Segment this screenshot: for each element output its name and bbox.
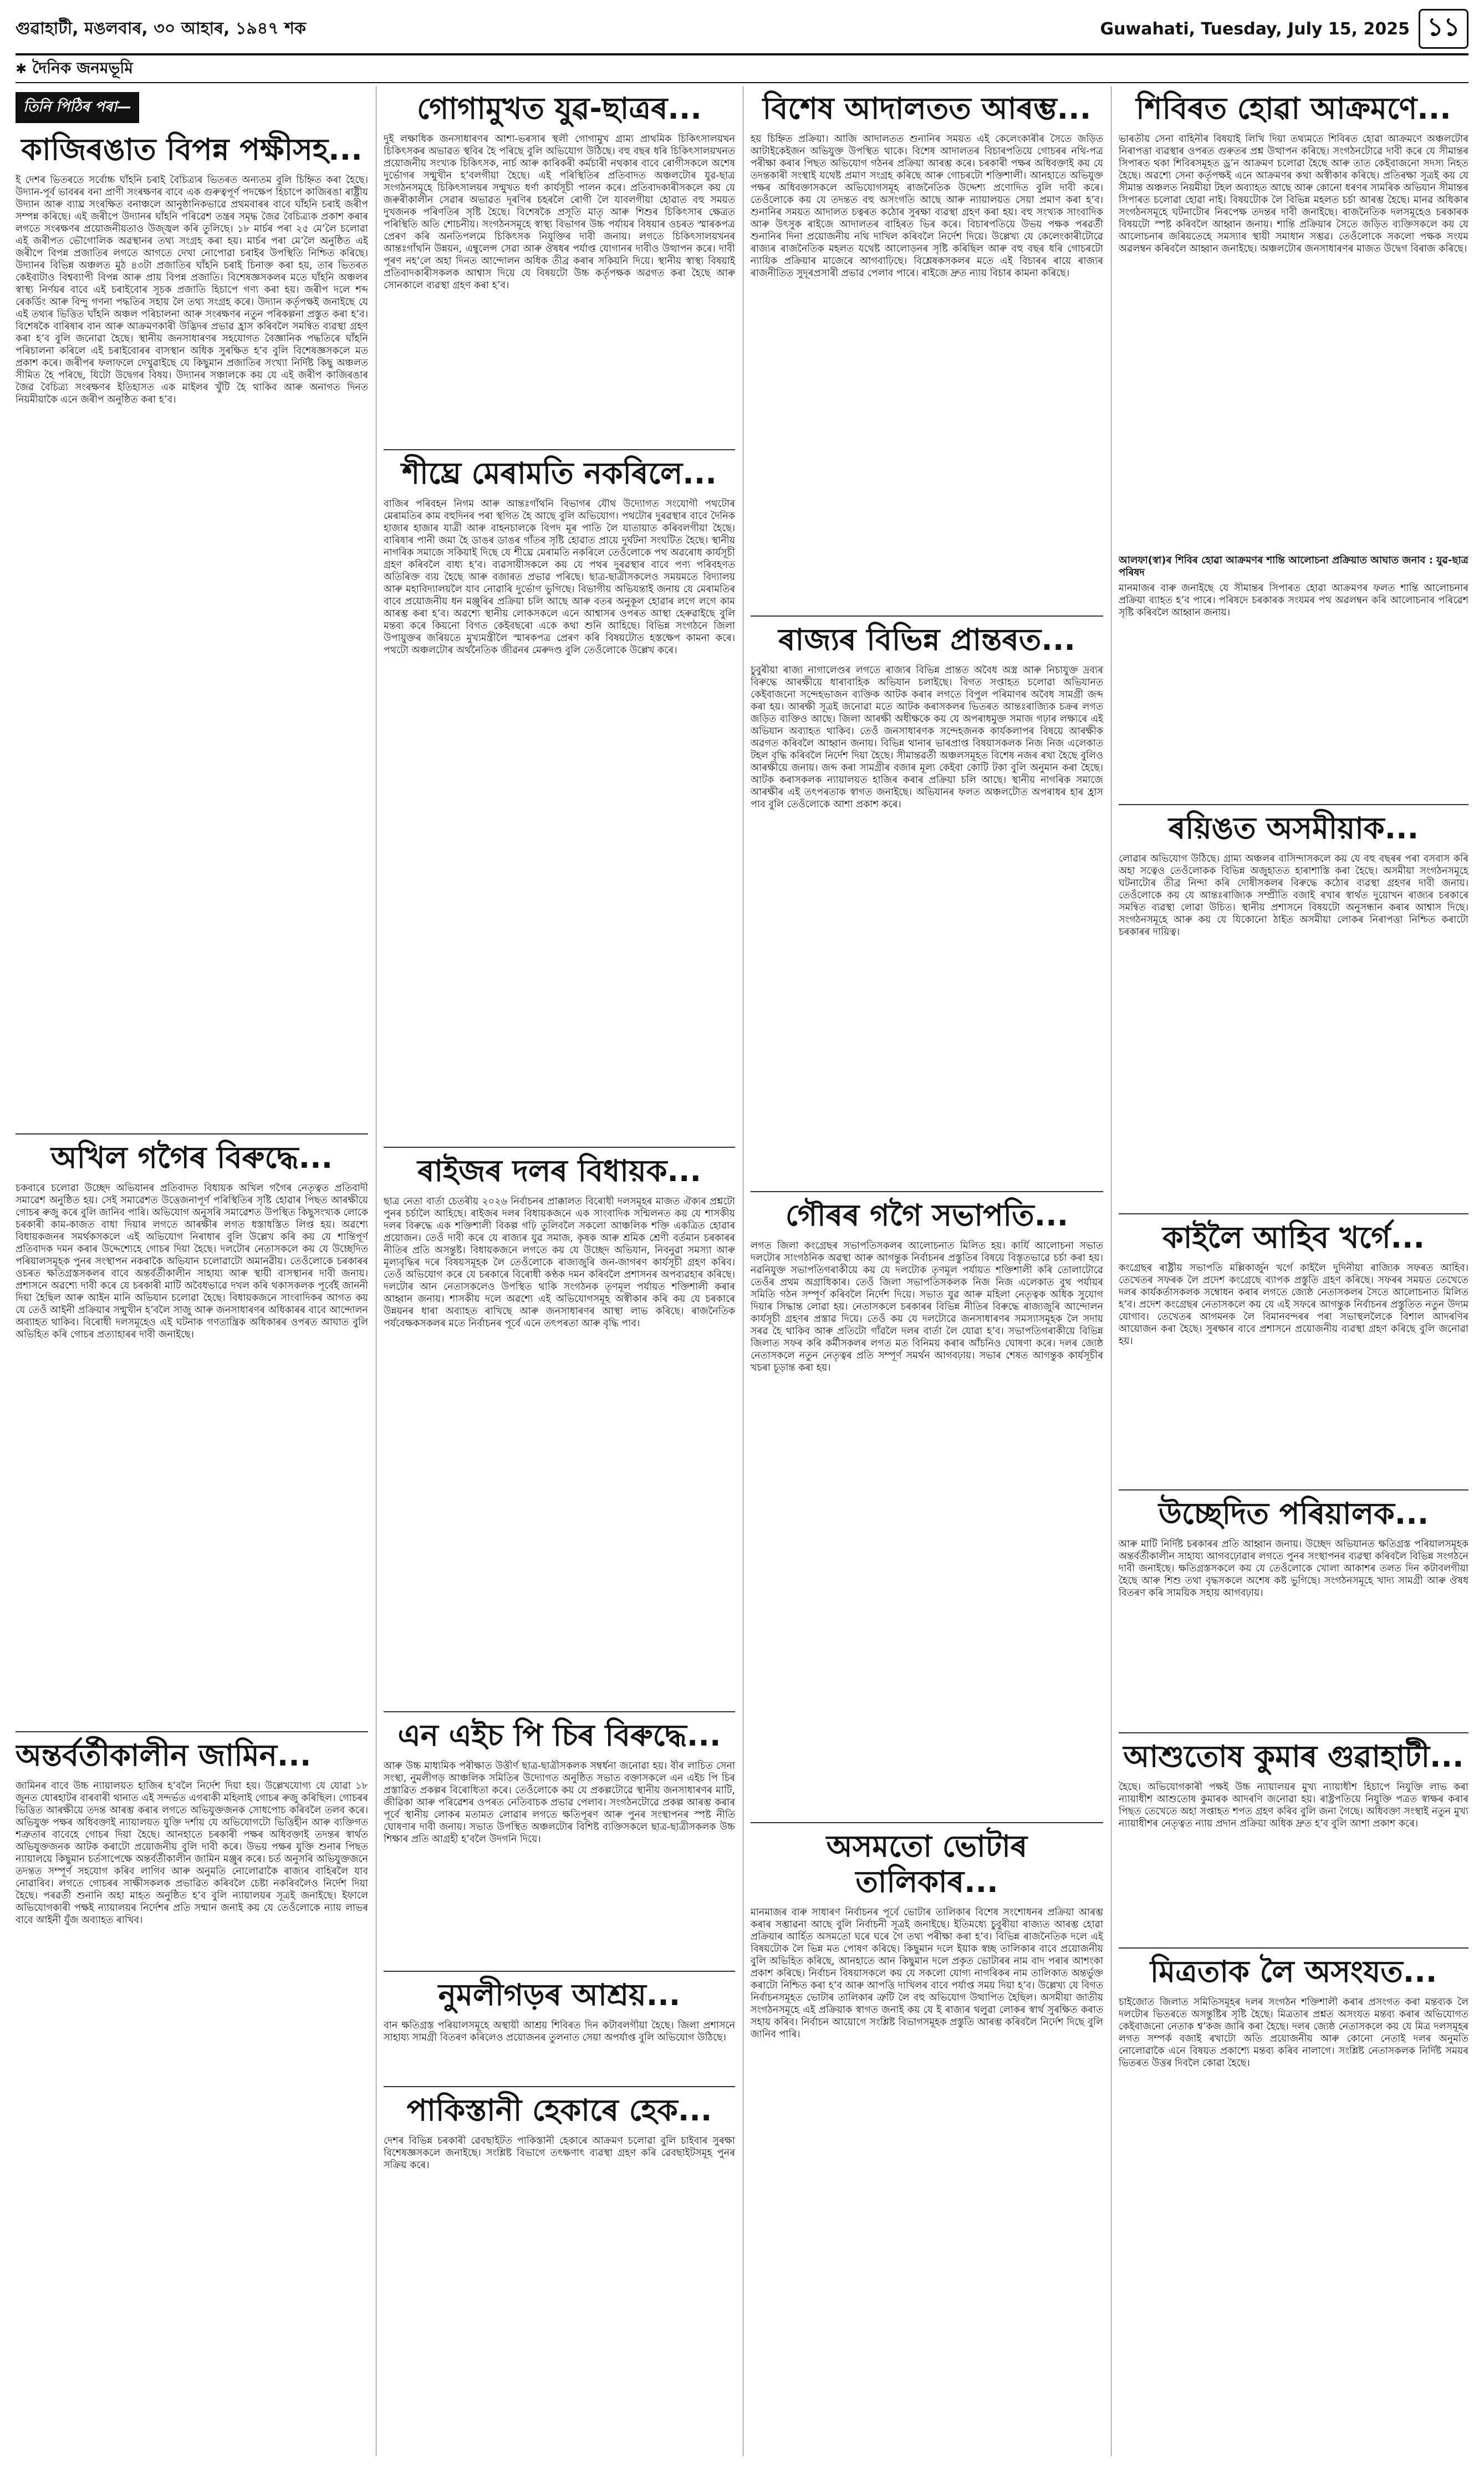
divider xyxy=(16,1731,368,1732)
article-ashutosh-kumar xyxy=(1119,1781,1468,1942)
article-body: লোৱাৰ অভিযোগ উঠিছে। গ্ৰাম্য অঞ্চলৰ বাসিন্দাসকলে কয় যে বহু বছৰৰ পৰা বসবাস কৰি অহা সত্বেও তেওঁলোকক বিভিন্ন অজুহাতত হাৰাশাস্তি কৰা হৈছে। অসমীয়া সংগঠনসমূহে ঘটনাটোৰ তীব্ৰ নিন্দা কৰি দোষীসকলৰ বিৰুদ্ধে কঠোৰ ব্যৱস্থা গ্ৰহণৰ দাবী জনায়। তেওঁলোকে কয় যে আন্তঃৰাজ্যিক সম্প্ৰীতি বজাই ৰখাৰ স্বাৰ্থত দুয়োখন ৰাজ্যৰ চৰকাৰে সমন্বিত ব্যৱস্থা লোৱা উচিত। স্থানীয় প্ৰশাসনে বিষয়টো অনুসন্ধান কৰাৰ আশ্বাস দিছে। সংগঠনসমূহে আৰু কয় যে যিকোনো ঠাইত অসমীয়া লোকৰ নিৰাপত্তা নিশ্চিত কৰাটো চৰকাৰৰ দায়িত্ব। xyxy=(1119,853,1468,938)
divider xyxy=(1119,1947,1468,1949)
headline-state-regions: ৰাজ্যৰ বিভিন্ন প্ৰান্তৰত... xyxy=(778,622,1075,657)
article-body: হৈছে। অভিযোগকাৰী পক্ষই উচ্চ ন্যায়ালয়ৰ মুখ্য ন্যায়াধীশ হিচাপে নিযুক্তি লাভ কৰা ন্যায়াধীশ আশুতোষ কুমাৰক আদৰণি জনোৱা হয়। ৰাষ্ট্ৰপতিয়ে নিযুক্তি পত্ৰত স্বাক্ষৰ কৰাৰ পিছত তেখেতে অহা সপ্তাহত শপত গ্ৰহণ কৰিব বুলি জনা গৈছে। অধিবক্তা সংস্থাই নতুন মুখ্য ন্যায়াধীশৰ নেতৃত্বত ন্যায় প্ৰদান প্ৰক্ৰিয়া অধিক দ্ৰুত হ’ব বুলি আশা প্ৰকাশ কৰে। xyxy=(1119,1782,1468,1829)
article-evicted-families xyxy=(1119,1538,1468,1727)
article-interim-bail xyxy=(16,1780,368,2423)
english-dateline: Guwahati, Tuesday, July 15, 2025 xyxy=(1100,19,1410,39)
article-body: চুবুৰীয়া ৰাজ্য নাগালেণ্ডৰ লগতে ৰাজ্যৰ বিভিন্ন প্ৰান্তত অবৈধ অস্ত্ৰ আৰু নিচাযুক্ত দ্ৰব্যৰ বিৰুদ্ধে আৰক্ষীয়ে ধাৰাবাহিক অভিযান চলাইছে। বিগত সপ্তাহত চলোৱা অভিযানত কেইবাজনো সন্দেহভাজন ব্যক্তিক আটক কৰাৰ লগতে বিপুল পৰিমাণৰ অবৈধ সামগ্ৰী জব্দ কৰা হয়। আৰক্ষী সূত্ৰই জনোৱা মতে আটক কৰাসকলৰ ভিতৰত আন্তঃৰাজ্যিক চক্ৰৰ লগত জড়িত ব্যক্তিও আছে। জিলা আৰক্ষী অধীক্ষকে কয় যে অপৰাধমুক্ত সমাজ গঢ়াৰ লক্ষ্যৰে এই অভিযান অব্যাহত থাকিব। তেওঁ জনসাধাৰণক সন্দেহজনক কাৰ্যকলাপৰ বিষয়ে আৰক্ষীক অৱগত কৰিবলৈ আহ্বান জনায়। বিভিন্ন থানাৰ ভাৰপ্ৰাপ্ত বিষয়াসকলক নিজ নিজ এলেকাত টহল বৃদ্ধি কৰিবলৈ নিৰ্দেশ দিয়া হৈছে। সীমান্তৱৰ্তী অঞ্চলসমূহত বিশেষ নজৰ ৰখা হৈছে বুলিও আৰক্ষীয়ে জনায়। জব্দ কৰা সামগ্ৰীৰ বজাৰ মূল্য কেইবা কোটি টকা বুলি অনুমান কৰা হৈছে। আটক কৰাসকলক ন্যায়ালয়ত হাজিৰ কৰাৰ প্ৰক্ৰিয়া চলি আছে। স্থানীয় নাগৰিক সমাজে আৰক্ষীৰ এই তৎপৰতাক স্বাগত জনাইছে। অভিযানৰ ফলত অঞ্চলটোত অপৰাধৰ হাৰ হ্ৰাস পাব বুলি তেওঁলোকে আশা প্ৰকাশ কৰে। xyxy=(751,665,1103,810)
article-body: চাইজোত জিলাত সমিতিসমূহৰ দলৰ সংগঠন শক্তিশালী কৰাৰ প্ৰসংগত কৰা মন্তব্যক লৈ দলটোৰ ভিতৰতে অসন্তুষ্টিৰ সৃষ্টি হৈছে। মিত্ৰতাৰ প্ৰশ্নত অসংযত মন্তব্য কৰাৰ অভিযোগত কেইবাজনো নেতাক শ্ব’কজ জাৰি কৰা হৈছে। দলৰ জ্যেষ্ঠ নেতাসকলে কয় যে মিত্ৰ দলসমূহৰ লগত সম্পৰ্ক বজাই ৰখাটো অতি প্ৰয়োজনীয় আৰু কোনো নেতাই দলৰ অনুমতি নোলোৱাকৈ এনে বিষয়ত প্ৰকাশ্যে মন্তব্য কৰিব নালাগে। সংশ্লিষ্ট নেতাসকলক নিৰ্দিষ্ট সময়ৰ ভিতৰত উত্তৰ দিবলৈ কোৱা হৈছে। xyxy=(1119,1997,1468,2069)
article-body: বান ক্ষতিগ্ৰস্ত পৰিয়ালসমূহে অস্থায়ী আশ্ৰয় শিবিৰত দিন কটাবলগীয়া হৈছে। জিলা প্ৰশাসনে সাহায্য সামগ্ৰী বিতৰণ কৰিলেও প্ৰয়োজনৰ তুলনাত সেয়া অপৰ্যাপ্ত বুলি অভিযোগ উঠিছে। xyxy=(384,2020,735,2043)
article-gaurav-gogoi xyxy=(751,1240,1103,1817)
top-bar xyxy=(16,8,1468,50)
masthead-rule xyxy=(16,82,1468,83)
article-body: ই দেশৰ ভিতৰতে সৰ্বোচ্চ ঘাঁহনি চৰাই বৈচিত্ৰ্যৰ ভিতৰত অন্যতম বুলি চিহ্নিত কৰা হৈছে। উদ্যান-পূৰ্ব ভাবৰৰ বনা প্ৰাণী সংৰক্ষণৰ বাবে এক গুৰুত্বপূৰ্ণ পদক্ষেপ হিচাপে কাজিৰঙা ৰাষ্ট্ৰীয় উদ্যান আৰু ব্যাঘ্ৰ সংৰক্ষিত বনাঞ্চলে আনুষ্ঠানিকভাৱে প্ৰথমবাৰৰ বাবে ঘাঁহনি চৰাই জৰীপ সম্পন্ন কৰিছে। এই জৰীপে উদ্যানৰ ঘাঁহনি পৰিৱেশ তন্ত্ৰৰ সমৃদ্ধ জৈৱ বৈচিত্ৰ্যক প্ৰকাশ কৰাৰ লগতে সংৰক্ষণৰ প্ৰয়োজনীয়তাও উজ্জ্বল কৰি তুলিছে। ১৮ মাৰ্চৰ পৰা ২৫ মে’লৈ চলোৱা এই জৰীপত ভৌগোলিক অৱস্থানৰ তথ্য সংগ্ৰহ কৰা হয়। মাৰ্চৰ পৰা মে’লৈ অনুষ্ঠিত এই জৰীপে বিপন্ন প্ৰজাতিৰ লগতে আগতে দেখা নোপোৱা চৰাইৰ উপস্থিতি নিশ্চিত কৰিছে। উদ্যানৰ বিভিন্ন অঞ্চলত মুঠ ৪৩টা প্ৰজাতিৰ ঘাঁহনি চৰাই চিনাক্ত কৰা হয়, তাৰ ভিতৰত কেইবাটাও বিশ্বব্যাপী বিপন্ন আৰু প্ৰায় বিপন্ন প্ৰজাতি। বিশেষজ্ঞসকলৰ মতে ঘাঁহনি অঞ্চলৰ স্বাস্থ্য নিৰ্ণয়ৰ বাবে এই চৰাইবোৰ সূচক প্ৰজাতি হিচাপে গণ্য কৰা হয়। জৰীপ দলে শব্দ ৰেকৰ্ডিং আৰু বিন্দু গণনা পদ্ধতিৰ সহায় লৈ তথ্য সংগ্ৰহ কৰে। উদ্যান কৰ্তৃপক্ষই জনাইছে যে এই তথ্যৰ ভিত্তিত ঘাঁহনি অঞ্চল পৰিচালনা আৰু সংৰক্ষণৰ নতুন পৰিকল্পনা প্ৰস্তুত কৰা হ’ব। বিশেষকৈ বাৰিষাৰ বান আৰু আক্ৰমণকাৰী উদ্ভিদৰ প্ৰভাৱ হ্ৰাস কৰিবলৈ সমন্বিত ব্যৱস্থা গ্ৰহণ কৰা হ’ব বুলি জনোৱা হৈছে। স্থানীয় জনসাধাৰণৰ সহযোগত বৈজ্ঞানিক পদ্ধতিৰে ঘাঁহনি পৰিচালনা কৰিলে এই চৰাইবোৰৰ বাসস্থান অধিক সুৰক্ষিত হ’ব বুলি বিশেষজ্ঞসকলে মত প্ৰকাশ কৰে। জৰীপৰ ফলাফলে দেখুৱাইছে যে কিছুমান প্ৰজাতিৰ সংখ্যা নিৰ্দিষ্ট কিছু অঞ্চলত সীমিত হৈ পৰিছে, যিটো উদ্বেগৰ বিষয়। উদ্যানৰ সঞ্চালকে কয় যে এই জৰীপ কাজিৰঙাৰ জৈৱ বৈচিত্ৰ্য সংৰক্ষণৰ ইতিহাসত এক মাইলৰ খুঁটি হৈ থাকিব আৰু অনাগত দিনত নিয়মীয়াকৈ এনে জৰীপ অনুষ্ঠিত কৰা হ’ব। xyxy=(16,175,368,405)
headline-gaurav-gogoi: গৌৰৰ গগৈ সভাপতি... xyxy=(785,1198,1069,1233)
english-dateline-group xyxy=(1100,9,1469,49)
article-raijor-dal xyxy=(384,1196,735,1706)
divider xyxy=(384,1971,735,1972)
headline-nhpc: এন এইচ পি চিৰ বিৰুদ্ধে... xyxy=(397,1718,721,1753)
headline-interim-bail: অন্তৰ্বৰ্তীকালীন জামিন... xyxy=(16,1738,312,1773)
article-body: আৰু মাটি নিৰ্দিষ্ট চৰকাৰৰ প্ৰতি আহ্বান জনায়। উচ্ছেদ অভিযানত ক্ষতিগ্ৰস্ত পৰিয়ালসমূহক অন্তৰ্বৰ্তীকালীন সাহায্য আগবঢ়োৱাৰ লগতে পুনৰ সংস্থাপনৰ ব্যৱস্থা কৰিবলৈ বিভিন্ন সংগঠনে দাবী জনাইছে। ক্ষতিগ্ৰস্তসকলে কয় যে তেওঁলোকে খোলা আকাশৰ তলত দিন কটাবলগীয়া হৈছে আৰু শিশু তথা বৃদ্ধসকলে অশেষ কষ্ট ভুগিছে। সংগঠনসমূহে খাদ্য সামগ্ৰী আৰু ঔষধ বিতৰণ কৰি সাময়িক সহায় আগবঢ়ায়। xyxy=(1119,1539,1468,1599)
divider xyxy=(751,1822,1103,1823)
top-rule xyxy=(16,53,1468,55)
headline-numaligarh: নুমলীগড়ৰ আশ্ৰয়... xyxy=(438,1977,681,2012)
article-body: মানমাজৰ বাৰু জনাইছে যে সীমান্তৰ সিপাৰত হোৱা আক্ৰমণৰ ফলত শান্তি আলোচনাৰ প্ৰক্ৰিয়া ব্যাহত হ’ব পাৰে। পৰিষদে চৰকাৰক সংযমৰ পথ অৱলম্বন কৰি আলোচনাৰ পৰিৱেশ সৃষ্টি কৰিবলৈ আহ্বান জনায়। xyxy=(1119,583,1468,618)
article-repair xyxy=(384,498,735,1141)
headline-ashutosh-kumar: আশুতোষ কুমাৰ গুৱাহাটী... xyxy=(1123,1739,1464,1774)
page-number: ১১ xyxy=(1419,9,1468,49)
masthead xyxy=(16,58,370,80)
article-body: আৰু উচ্চ মাধ্যমিক পৰীক্ষাত উত্তীৰ্ণ ছাত্ৰ-ছাত্ৰীসকলক সম্বৰ্ধনা জনোৱা হয়। বীৰ লাচিত সেনা সংস্থা, নুমলীগড় আঞ্চলিক সমিতিৰ উদ্যোগত অনুষ্ঠিত সভাত বক্তাসকলে এন এইচ পি চিৰ প্ৰস্তাৱিত প্ৰকল্পৰ বিৰোধিতা কৰে। তেওঁলোকে কয় যে প্ৰকল্পটোৱে স্থানীয় জনসাধাৰণৰ মাটি, জীৱিকা আৰু পৰিৱেশৰ ওপৰত নেতিবাচক প্ৰভাৱ পেলাব। সংগঠনটোৱে প্ৰকল্প আৰম্ভ কৰাৰ পূৰ্বে স্থানীয় লোকৰ মতামত লোৱাৰ লগতে ক্ষতিপূৰণ আৰু পুনৰ সংস্থাপনৰ স্পষ্ট নীতি ঘোষণাৰ দাবী জনায়। সভাত উপস্থিত অঞ্চলটোৰ বিশিষ্ট ব্যক্তিসকলে ছাত্ৰ-ছাত্ৰীসকলক উচ্চ শিক্ষাৰ প্ৰতি আগ্ৰহী হ’বলৈ উদগনি দিয়ে। xyxy=(384,1761,735,1845)
star-icon: ✱ xyxy=(16,61,27,77)
article-body: লগত জিলা কংগ্ৰেছৰ সভাপতিসকলৰ আলোচনাত মিলিত হয়। কাৰ্যি আলোচনা সভাত দলটোৰ সাংগঠনিক অৱস্থা আৰু আগন্তুক নিৰ্বাচনৰ প্ৰস্তুতিৰ বিষয়ে বিস্তৃতভাৱে চৰ্চা কৰা হয়। নৱনিযুক্ত সভাপতিগৰাকীয়ে কয় যে দলটোক তৃণমূল পৰ্যায়ত শক্তিশালী কৰি তোলাটোৱে তেওঁৰ প্ৰথম অগ্ৰাধিকাৰ। তেওঁ জিলা সভাপতিসকলক নিজ নিজ এলেকাত বুথ পৰ্যায়ৰ সমিতি গঠন সম্পূৰ্ণ কৰিবলৈ নিৰ্দেশ দিয়ে। সভাত যুৱ আৰু মহিলা নেতৃত্বক অধিক সুযোগ দিয়াৰ সিদ্ধান্ত লোৱা হয়। নেতাসকলে চৰকাৰৰ বিভিন্ন নীতিৰ বিৰুদ্ধে ৰাজ্যজুৰি আন্দোলন কাৰ্যসূচী গ্ৰহণৰ প্ৰস্তাৱ দিয়ে। তেওঁ কয় যে দলটোৱে জনসাধাৰণৰ সমস্যাসমূহক লৈ সদায় সৰৱ হৈ থাকিব আৰু প্ৰতিটো গাঁৱলৈ দলৰ বাৰ্তা লৈ যোৱা হ’ব। সভাপতিগৰাকীয়ে বিভিন্ন জিলাত সফৰ কৰি কৰ্মীসকলৰ লগত মত বিনিময় কৰাৰ আঁচনিও ঘোষণা কৰে। দলৰ জ্যেষ্ঠ নেতাসকলে নতুন নেতৃত্বৰ প্ৰতি সম্পূৰ্ণ সমৰ্থন আগবঢ়ায়। সভাৰ শেষত আগন্তুক কাৰ্যসূচীৰ খচৰা চূড়ান্ত কৰা হয়। xyxy=(751,1240,1103,1374)
article-body: জামিনৰ বাবে উচ্চ ন্যায়ালয়ত হাজিৰ হ’বলৈ নিৰ্দেশ দিয়া হয়। উল্লেখযোগ্য যে যোৱা ১৮ জুনত যোৰহাটৰ বাৰবাৰী থানাত এই সন্দৰ্ভত এগৰাকী মহিলাই গোচৰ ৰুজু কৰিছিল। গোচৰৰ ভিত্তিত আৰক্ষীয়ে তদন্ত আৰম্ভ কৰাৰ লগতে অভিযুক্তজনক সোধপোচ কৰিবলৈ তলব কৰে। অভিযুক্ত পক্ষৰ অধিবক্তাই ন্যায়ালয়ত যুক্তি দৰ্শায় যে অভিযোগটো ভিত্তিহীন আৰু ব্যক্তিগত শত্ৰুতাৰ বাবেহে গোচৰ দিয়া হৈছে। আনহাতে চৰকাৰী পক্ষৰ অধিবক্তাই তদন্তৰ স্বাৰ্থত অভিযুক্তজনক আটক কৰাটো প্ৰয়োজনীয় বুলি দাবী কৰে। উভয় পক্ষৰ যুক্তি শুনাৰ পিছত ন্যায়ালয়ে কিছুমান চৰ্তসাপেক্ষে অন্তৰ্বৰ্তীকালীন জামিন মঞ্জুৰ কৰে। চৰ্ত অনুসৰি অভিযুক্তজনে তদন্তত সম্পূৰ্ণ সহযোগ কৰিব লাগিব আৰু অনুমতি নোলোৱাকৈ ৰাজ্যৰ বাহিৰলৈ যাব নোৱাৰিব। লগতে গোচৰৰ সাক্ষীসকলক প্ৰভাৱিত কৰিবলৈ চেষ্টা নকৰিবলৈও নিৰ্দেশ দিয়া হৈছে। পৰৱৰ্তী শুনানি অহা মাহত অনুষ্ঠিত হ’ব বুলি ন্যায়ালয়ৰ সূত্ৰই জনাইছে। ইফালে অভিযোগকাৰী পক্ষই ন্যায়ালয়ৰ নিৰ্দেশৰ প্ৰতি সন্মান জনাই কয় যে তেওঁলোকে ন্যায় লাভৰ বাবে আইনী যুঁজ অব্যাহত ৰাখিব। xyxy=(16,1781,368,1926)
headline-repair: শীঘ্ৰে মেৰামতি নকৰিলে... xyxy=(402,456,717,491)
divider xyxy=(384,1711,735,1712)
article-camp-attack xyxy=(1119,133,1468,555)
article-body: মানমাজৰ বাৰু সাধাৰণ নিৰ্বাচনৰ পূৰ্বে ভোটাৰ তালিকাৰ বিশেষ সংশোধনৰ প্ৰক্ৰিয়া আৰম্ভ কৰাৰ সম্ভাৱনা আছে বুলি নিৰ্বাচনী সূত্ৰই জনাইছে। ইতিমধ্যে চুবুৰীয়া ৰাজ্যত আৰম্ভ হোৱা প্ৰক্ৰিয়াৰ আৰ্হিত অসমতো ঘৰে ঘৰে গৈ তথ্য পৰীক্ষা কৰা হ’ব। বিভিন্ন ৰাজনৈতিক দলে এই বিষয়টোক লৈ ভিন্ন মত পোষণ কৰিছে। কিছুমান দলে ইয়াক স্বচ্ছ তালিকাৰ বাবে প্ৰয়োজনীয় বুলি অভিহিত কৰিছে, আনহাতে আন কিছুমান দলে প্ৰকৃত ভোটাৰৰ নাম বাদ পৰাৰ আশংকা প্ৰকাশ কৰিছে। নিৰ্বাচন বিষয়াসকলে কয় যে সকলো যোগ্য নাগৰিকৰ নাম তালিকাত অন্তৰ্ভুক্ত কৰাটো নিশ্চিত কৰা হ’ব আৰু আপত্তি দাখিলৰ বাবে পৰ্যাপ্ত সময় দিয়া হ’ব। উল্লেখ্য যে বিগত নিৰ্বাচনসমূহত ভোটাৰ তালিকাৰ ত্ৰুটি লৈ বহু অভিযোগ উত্থাপিত হৈছিল। অসমীয়া জাতীয় সংগঠনসমূহে এই প্ৰক্ৰিয়াক স্বাগত জনাই কয় যে ই ৰাজ্যৰ থলুৱা লোকৰ স্বাৰ্থ সুৰক্ষিত কৰাত সহায় কৰিব। নিৰ্বাচন আয়োগে সংশ্লিষ্ট বিভাগসমূহক প্ৰস্তুতি আৰম্ভ কৰিবলৈ নিৰ্দেশ দিছে বুলি জানিব পাৰি। xyxy=(751,1907,1103,2040)
divider xyxy=(384,1147,735,1148)
paper-name: দৈনিক জনমভূমি xyxy=(32,58,133,77)
article-akhil-gogoi xyxy=(16,1182,368,1726)
article-body: দেশৰ বিভিন্ন চৰকাৰী ৱেবছাইটত পাকিস্তানী হেকাৰে আক্ৰমণ চলোৱা বুলি চাইবাৰ সুৰক্ষা বিশেষজ্ঞসকলে জনাইছে। সংশ্লিষ্ট বিভাগে তৎক্ষণাৎ ব্যৱস্থা গ্ৰহণ কৰি ৱেবছাইটসমূহ পুনৰ সক্ৰিয় কৰে। xyxy=(384,2135,735,2171)
article-kaziranga xyxy=(16,174,368,1128)
headline-camp-attack: শিবিৰত হোৱা আক্ৰমণে... xyxy=(1136,91,1451,126)
divider xyxy=(751,1191,1103,1192)
divider xyxy=(1119,804,1468,805)
article-nhpc xyxy=(384,1760,735,1965)
continued-from-kicker: তিনি পিঠিৰ পৰা— xyxy=(16,92,139,123)
divider xyxy=(384,2086,735,2087)
divider xyxy=(1119,1489,1468,1491)
article-pakistani-hacker xyxy=(384,2135,735,2196)
headline-alliance: মিত্ৰতাক লৈ অসংযত... xyxy=(1150,1954,1437,1989)
divider xyxy=(1119,1732,1468,1733)
divider xyxy=(384,449,735,450)
divider xyxy=(16,1133,368,1135)
article-body: ভাৰতীয় সেনা বাহিনীৰ বিষয়াই লিখি দিয়া তথ্যমতে শিবিৰত হোৱা আক্ৰমণে অঞ্চলটোৰ নিৰাপত্তা ব্যৱস্থাৰ ওপৰত গুৰুতৰ প্ৰশ্ন উত্থাপন কৰিছে। সংগঠনটোৱে দাবী কৰে যে সীমান্তৰ সিপাৰত থকা শিবিৰসমূহত ড্ৰ’ন আক্ৰমণ চলোৱা হৈছে আৰু তাত কেইবাজনো সদস্য নিহত হৈছে। অৱশ্যে সেনা কৰ্তৃপক্ষই এনে আক্ৰমণৰ কথা অস্বীকাৰ কৰিছে। প্ৰতিৰক্ষা সূত্ৰই কয় যে সীমান্ত অঞ্চলত নিয়মীয়া টহল অব্যাহত আছে আৰু কোনো ধৰণৰ সামৰিক অভিযান সীমান্তৰ সিপাৰত চলোৱা হোৱা নাই। বিষয়টোক লৈ বিভিন্ন মহলত চৰ্চা আৰম্ভ হৈছে। মানৱ অধিকাৰ সংগঠনসমূহে ঘটনাটোৰ নিৰপেক্ষ তদন্তৰ দাবী জনাইছে। ৰাজনৈতিক দলসমূহেও চৰকাৰক বিষয়টো স্পষ্ট কৰিবলৈ আহ্বান জনায়। শান্তি প্ৰক্ৰিয়াৰ সৈতে জড়িত ব্যক্তিসকলে কয় যে আলোচনাৰ জৰিয়তেহে সমস্যাৰ স্থায়ী সমাধান সম্ভৱ। তেওঁলোকে সকলো পক্ষক সংযম অৱলম্বন কৰিবলৈ আহ্বান জনাইছে। অঞ্চলটোৰ জনসাধাৰণৰ মাজত উদ্বেগ বিৰাজ কৰিছে। xyxy=(1119,134,1468,255)
article-state-regions xyxy=(751,664,1103,1186)
headline-voter-list: অসমতো ভোটাৰ তালিকাৰ... xyxy=(826,1829,1028,1899)
headline-special-court: বিশেষ আদালতত আৰম্ভ... xyxy=(762,91,1092,126)
headline-akhil-gogoi: অখিল গগৈৰ বিৰুদ্ধে... xyxy=(50,1140,333,1175)
article-subheading: আলফা(স্বা)ৰ শিবিৰ হোৱা আক্ৰমণৰ শান্তি আলোচনা প্ৰক্ৰিয়াত আঘাত জনাব : যুৱ-ছাত্ৰ পৰিষদ xyxy=(1119,555,1468,578)
article-body: হয় চিহ্নিত প্ৰক্ৰিয়া। আজি আদালতত শুনানিৰ সময়ত এই কেলেংকাৰীৰ সৈতে জড়িত আটাইকেইজন অভিযুক্ত উপস্থিত থাকে। বিশেষ আদালতৰ বিচাৰপতিয়ে গোচৰৰ নথি-পত্ৰ পৰীক্ষা কৰাৰ পিছত অভিযোগ গঠনৰ প্ৰক্ৰিয়া আৰম্ভ কৰে। চৰকাৰী পক্ষৰ অধিবক্তাই কয় যে তদন্তকাৰী সংস্থাই যথেষ্ট প্ৰমাণ সংগ্ৰহ কৰিছে আৰু গোচৰটো শক্তিশালী। আনহাতে অভিযুক্ত পক্ষৰ অধিবক্তাসকলে অভিযোগসমূহ ৰাজনৈতিক উদ্দেশ্য প্ৰণোদিত বুলি দাবী কৰে। তেওঁলোকে কয় যে তদন্তত বহু অসংগতি আছে আৰু ন্যায়ালয়ত সেয়া প্ৰমাণ কৰা হ’ব। শুনানিৰ সময়ত আদালত চত্বৰত কঠোৰ সুৰক্ষা ব্যৱস্থা গ্ৰহণ কৰা হয়। বহু সংখ্যক সাংবাদিক আৰু উৎসুক ৰাইজে আদালতৰ বাহিৰত ভিৰ কৰে। বিচাৰপতিয়ে উভয় পক্ষক পৰৱৰ্তী শুনানিৰ দিনা প্ৰয়োজনীয় নথি দাখিল কৰিবলৈ নিৰ্দেশ দিয়ে। উল্লেখ্য যে কেলেংকাৰীটোৱে ৰাজ্যৰ ৰাজনৈতিক মহলত যথেষ্ট আলোড়নৰ সৃষ্টি কৰিছিল আৰু বহু বছৰ ধৰি গোচৰটো ন্যায়িক প্ৰক্ৰিয়াৰ মাজেৰে আগবাঢ়িছে। বিশ্লেষকসকলৰ মতে এই বিচাৰৰ ৰায়ে ৰাজ্যৰ ৰাজনীতিত সুদূৰপ্ৰসাৰী প্ৰভাৱ পেলাব পাৰে। ৰাইজে দ্ৰুত ন্যায় বিচাৰ কামনা কৰিছে। xyxy=(751,134,1103,279)
article-alliance xyxy=(1119,1996,1468,2229)
article-body: বাজিৰ পৰিবহন নিগম আৰু আন্তঃগাঁথনি বিভাগৰ যৌথ উদ্যোগত সংযোগী পথটোৰ মেৰামতিৰ কাম বহুদিনৰ পৰা স্থগিত হৈ আছে বুলি অভিযোগ। পথটোৰ দুৰৱস্থাৰ বাবে দৈনিক হাজাৰ হাজাৰ যাত্ৰী আৰু বাহনচালকে বিপদ মূৰ পাতি লৈ যাতায়াত কৰিবলগীয়া হৈছে। বাৰিষাৰ পানী জমা হৈ ডাঙৰ ডাঙৰ গাঁতৰ সৃষ্টি হোৱাত প্ৰায়ে দুৰ্ঘটনা সংঘটিত হৈছে। স্থানীয় নাগৰিক সমাজে সকিয়াই দিছে যে শীঘ্ৰে মেৰামতি নকৰিলে তেওঁলোকে পথ অৱৰোধ কাৰ্যসূচী গ্ৰহণ কৰিবলৈ বাধ্য হ’ব। ব্যৱসায়ীসকলে কয় যে পথৰ দুৰৱস্থাৰ বাবে পণ্য পৰিবহণত অতিৰিক্ত ব্যয় হৈছে আৰু বজাৰত প্ৰভাৱ পৰিছে। ছাত্ৰ-ছাত্ৰীসকলেও সময়মতে বিদ্যালয় আৰু মহাবিদ্যালয়লৈ যাব নোৱাৰি দুৰ্ভোগ ভুগিছে। বিভাগীয় অভিযন্তাই জনায় যে মেৰামতিৰ বাবে প্ৰয়োজনীয় ধন মঞ্জুৰিৰ প্ৰক্ৰিয়া চলি আছে আৰু বতৰ অনুকূল হোৱাৰ লগে লগে কাম আৰম্ভ কৰা হ’ব। অৱশ্যে স্থানীয় লোকসকলে এনে আশ্বাসৰ ওপৰত আস্থা হেৰুৱাইছে বুলি মন্তব্য কৰে কিয়নো বিগত কেইবছৰো একে কথা শুনি আহিছে। বিভিন্ন সংগঠনে জিলা উপায়ুক্তৰ জৰিয়তে মুখ্যমন্ত্ৰীলৈ স্মাৰকপত্ৰ প্ৰেৰণ কৰি বিষয়টোত হস্তক্ষেপ কামনা কৰে। পথটো অঞ্চলটোৰ অৰ্থনৈতিক জীৱনৰ মেৰুদণ্ড বুলি তেওঁলোকে উল্লেখ কৰে। xyxy=(384,499,735,656)
headline-pakistani-hacker: পাকিস্তানী হেকাৰে হেক... xyxy=(406,2093,712,2128)
article-body: চকবাৰে চলোৱা উচ্ছেদ অভিযানৰ প্ৰতিবাদত বিধায়ক অখিল গগৈৰ নেতৃত্বত প্ৰতিবাদী সমাৱেশ অনুষ্ঠিত হয়। সেই সমাৱেশত উত্তেজনাপূৰ্ণ পৰিস্থিতিৰ সৃষ্টি হোৱাৰ পিছত আৰক্ষীয়ে গোচৰ ৰুজু কৰে বুলি জানিব পাৰি। অভিযোগ অনুসৰি সমাৱেশত উপস্থিত কিছুসংখ্যক লোকে চৰকাৰী কাম-কাজত বাধা দিয়াৰ লগতে আৰক্ষীৰ লগত ধস্তাধস্তিত লিপ্ত হয়। অৱশ্যে বিধায়কজনৰ সমৰ্থকসকলে এই অভিযোগ নিৰাধাৰ বুলি উল্লেখ কৰি কয় যে শান্তিপূৰ্ণ প্ৰতিবাদক দমন কৰাৰ উদ্দেশ্যেহে গোচৰ দিয়া হৈছে। দলটোৰ নেতাসকলে কয় যে উচ্ছেদিত পৰিয়ালসমূহক পুনৰ সংস্থাপন নকৰাকৈ অভিযান চলোৱাটো অমানৱীয়। তেওঁলোকে চৰকাৰৰ ওচৰত ক্ষতিগ্ৰস্তসকলৰ বাবে অন্তৰ্বৰ্তীকালীন সাহায্য আৰু স্থায়ী বাসস্থানৰ দাবী জনায়। প্ৰশাসনে অৱশ্যে দাবী কৰে যে চৰকাৰী মাটি অবৈধভাৱে দখল কৰি থকাসকলক পূৰ্বেই জাননী দিয়া হৈছিল আৰু আইন মানি অভিযান চলোৱা হৈছে। বিধায়কজনে সাংবাদিকৰ আগত কয় যে তেওঁ আইনী প্ৰক্ৰিয়াৰ সন্মুখীন হ’বলৈ সাজু আৰু জনসাধাৰণৰ অধিকাৰৰ বাবে আন্দোলন অব্যাহত থাকিব। বিৰোধী দলসমূহেও এই ঘটনাক গণতান্ত্ৰিক অধিকাৰৰ ওপৰত আঘাত বুলি অভিহিত কৰি গোচৰ প্ৰত্যাহাৰৰ দাবী জনাইছে। xyxy=(16,1183,368,1340)
article-camp-attack-sub xyxy=(1119,582,1468,798)
headline-evicted-families: উচ্ছেদিত পৰিয়ালক... xyxy=(1158,1496,1429,1531)
column-1 xyxy=(16,87,368,2456)
divider xyxy=(751,616,1103,617)
article-voter-list xyxy=(751,1906,1103,2383)
assamese-dateline: গুৱাহাটী, মঙলবাৰ, ৩০ আহাৰ, ১৯৪৭ শক xyxy=(16,18,306,38)
headline-gogamukh: গোগামুখত যুৱ-ছাত্ৰৰ... xyxy=(417,91,702,126)
column-2 xyxy=(384,87,735,2456)
column-4 xyxy=(1119,87,1468,2456)
article-kharge xyxy=(1119,1262,1468,1484)
article-gogamukh xyxy=(384,133,735,444)
article-body: কংগ্ৰেছৰ ৰাষ্ট্ৰীয় সভাপতি মল্লিকাৰ্জুন খৰ্গে কাইলৈ দুদিনীয়া ৰাজ্যিক সফৰত আহিব। তেখেতৰ সফৰক লৈ প্ৰদেশ কংগ্ৰেছে ব্যাপক প্ৰস্তুতি গ্ৰহণ কৰিছে। সফৰৰ সময়ত তেখেতে দলৰ কাৰ্যকৰ্তাসকলক সম্বোধন কৰাৰ লগতে জ্যেষ্ঠ নেতাসকলৰ সৈতে আলোচনাত মিলিত হ’ব। প্ৰদেশ কংগ্ৰেছৰ নেতাসকলে কয় যে এই সফৰে আগন্তুক নিৰ্বাচনৰ প্ৰস্তুতিত নতুন উদ্যম যোগাব। তেখেতৰ আগমনক লৈ বিমানবন্দৰৰ পৰা সভাস্থললৈকে বিশাল আদৰণিৰ আয়োজন কৰা হৈছে। সুৰক্ষাৰ বাবে প্ৰশাসনে প্ৰয়োজনীয় ব্যৱস্থা গ্ৰহণ কৰিছে বুলি জনোৱা হয়। xyxy=(1119,1263,1468,1347)
article-body: দুই লক্ষাধিক জনসাধাৰণৰ আশা-ভৰসাৰ স্থলী গোগামুখ গ্ৰাম্য প্ৰাথমিক চিকিৎসালয়খন চিকিৎসকৰ অভাৱত স্থবিৰ হৈ পৰিছে বুলি অভিযোগ উঠিছে। বহু বছৰ ধৰি চিকিৎসালয়খনত প্ৰয়োজনীয় সংখ্যক চিকিৎসক, নাৰ্চ আৰু কাৰিকৰী কৰ্মচাৰী নথকাৰ বাবে ৰোগীসকলে অশেষ দুৰ্ভোগৰ সন্মুখীন হ’বলগীয়া হৈছে। এই পৰিস্থিতিৰ প্ৰতিবাদত অঞ্চলটোৰ যুৱ-ছাত্ৰ সংগঠনসমূহে চিকিৎসালয়ৰ সন্মুখত ধৰ্ণা কাৰ্যসূচী পালন কৰে। প্ৰতিবাদকাৰীসকলে কয় যে জৰুৰীকালীন সেৱাৰ অভাৱত দূৰণিৰ চহৰলৈ ৰোগী লৈ যাবলগীয়া হোৱাত বহু সময়ত দুখজনক পৰিণতিৰ সৃষ্টি হৈছে। বিশেষকৈ প্ৰসূতি মাতৃ আৰু শিশুৰ চিকিৎসাৰ ক্ষেত্ৰত পৰিস্থিতি অতি শোচনীয়। সংগঠনসমূহে স্বাস্থ্য বিভাগৰ উচ্চ পৰ্যায়ৰ বিষয়াৰ ওচৰত স্মাৰকপত্ৰ প্ৰেৰণ কৰি অনতিপলমে চিকিৎসক নিযুক্তিৰ দাবী জনায়। লগতে চিকিৎসালয়খনৰ আন্তঃগাঁথনি উন্নয়ন, এম্বুলেন্স সেৱা আৰু ঔষধৰ পৰ্যাপ্ত যোগানৰ দাবীও উত্থাপন কৰে। দাবী পূৰণ নহ’লে অহা দিনত আন্দোলন অধিক তীব্ৰ কৰাৰ সকিয়নি দিয়ে। স্থানীয় স্বাস্থ্য বিষয়াই প্ৰতিবাদকাৰীসকলক আশ্বাস দিয়ে যে বিষয়টো উচ্চ কৰ্তৃপক্ষক অৱগত কৰা হৈছে আৰু সোনকালে ব্যৱস্থা গ্ৰহণ কৰা হ’ব। xyxy=(384,134,735,291)
headline-roing: ৰয়িঙত অসমীয়াক... xyxy=(1168,811,1419,846)
article-body: ছাত্ৰ নেতা বাৰ্তা চেতৰীয় ২০২৬ নিৰ্বাচনৰ প্ৰাক্কালত বিৰোধী দলসমূহৰ মাজত ঐক্যৰ প্ৰশ্নটো পুনৰ চৰ্চালৈ আহিছে। ৰাইজৰ দলৰ বিধায়কজনে এক সাংবাদিক সন্মিলনত কয় যে শাসকীয় দলৰ বিৰুদ্ধে এক শক্তিশালী বিকল্প গঢ়ি তুলিবলৈ সকলো আঞ্চলিক শক্তি একত্ৰিত হোৱাৰ প্ৰয়োজন। তেওঁ দাবী কৰে যে ৰাজ্যৰ যুৱ সমাজ, কৃষক আৰু শ্ৰমিক শ্ৰেণী বৰ্তমান চৰকাৰৰ নীতিৰ প্ৰতি অসন্তুষ্ট। বিধায়কজনে লগতে কয় যে উচ্ছেদ অভিযান, নিবনুৱা সমস্যা আৰু মূল্যবৃদ্ধিৰ দৰে বিষয়সমূহক লৈ তেওঁলোকে ৰাজ্যজুৰি জন-জাগৰণ কাৰ্যসূচী গ্ৰহণ কৰিব। তেওঁ অভিযোগ কৰে যে চৰকাৰে বিৰোধী কণ্ঠক দমন কৰিবলৈ প্ৰশাসনৰ অপব্যৱহাৰ কৰিছে। দলটোৰ আন নেতাসকলেও উপস্থিত থাকি সংগঠনক তৃণমূল পৰ্যায়ত শক্তিশালী কৰাৰ আহ্বান জনায়। শাসকীয় দলে অৱশ্যে এই অভিযোগসমূহ অস্বীকাৰ কৰি কয় যে চৰকাৰে উন্নয়নৰ ধাৰা অব্যাহত ৰাখিছে আৰু জনসাধাৰণৰ আস্থা লাভ কৰিছে। ৰাজনৈতিক পৰ্যবেক্ষকসকলৰ মতে নিৰ্বাচনৰ পূৰ্বে এনে তৎপৰতা আৰু বৃদ্ধি পাব। xyxy=(384,1196,735,1329)
headline-raijor-dal: ৰাইজৰ দলৰ বিধায়ক... xyxy=(417,1153,702,1188)
headline-kaziranga: কাজিৰঙাত বিপন্ন পক্ষীসহ... xyxy=(21,132,363,167)
column-3 xyxy=(751,87,1103,2456)
article-numaligarh xyxy=(384,2020,735,2081)
divider xyxy=(1119,1213,1468,1214)
headline-kharge: কাইলৈ আহিব খৰ্গে... xyxy=(1162,1220,1425,1255)
article-special-court xyxy=(751,133,1103,610)
article-roing xyxy=(1119,853,1468,1208)
